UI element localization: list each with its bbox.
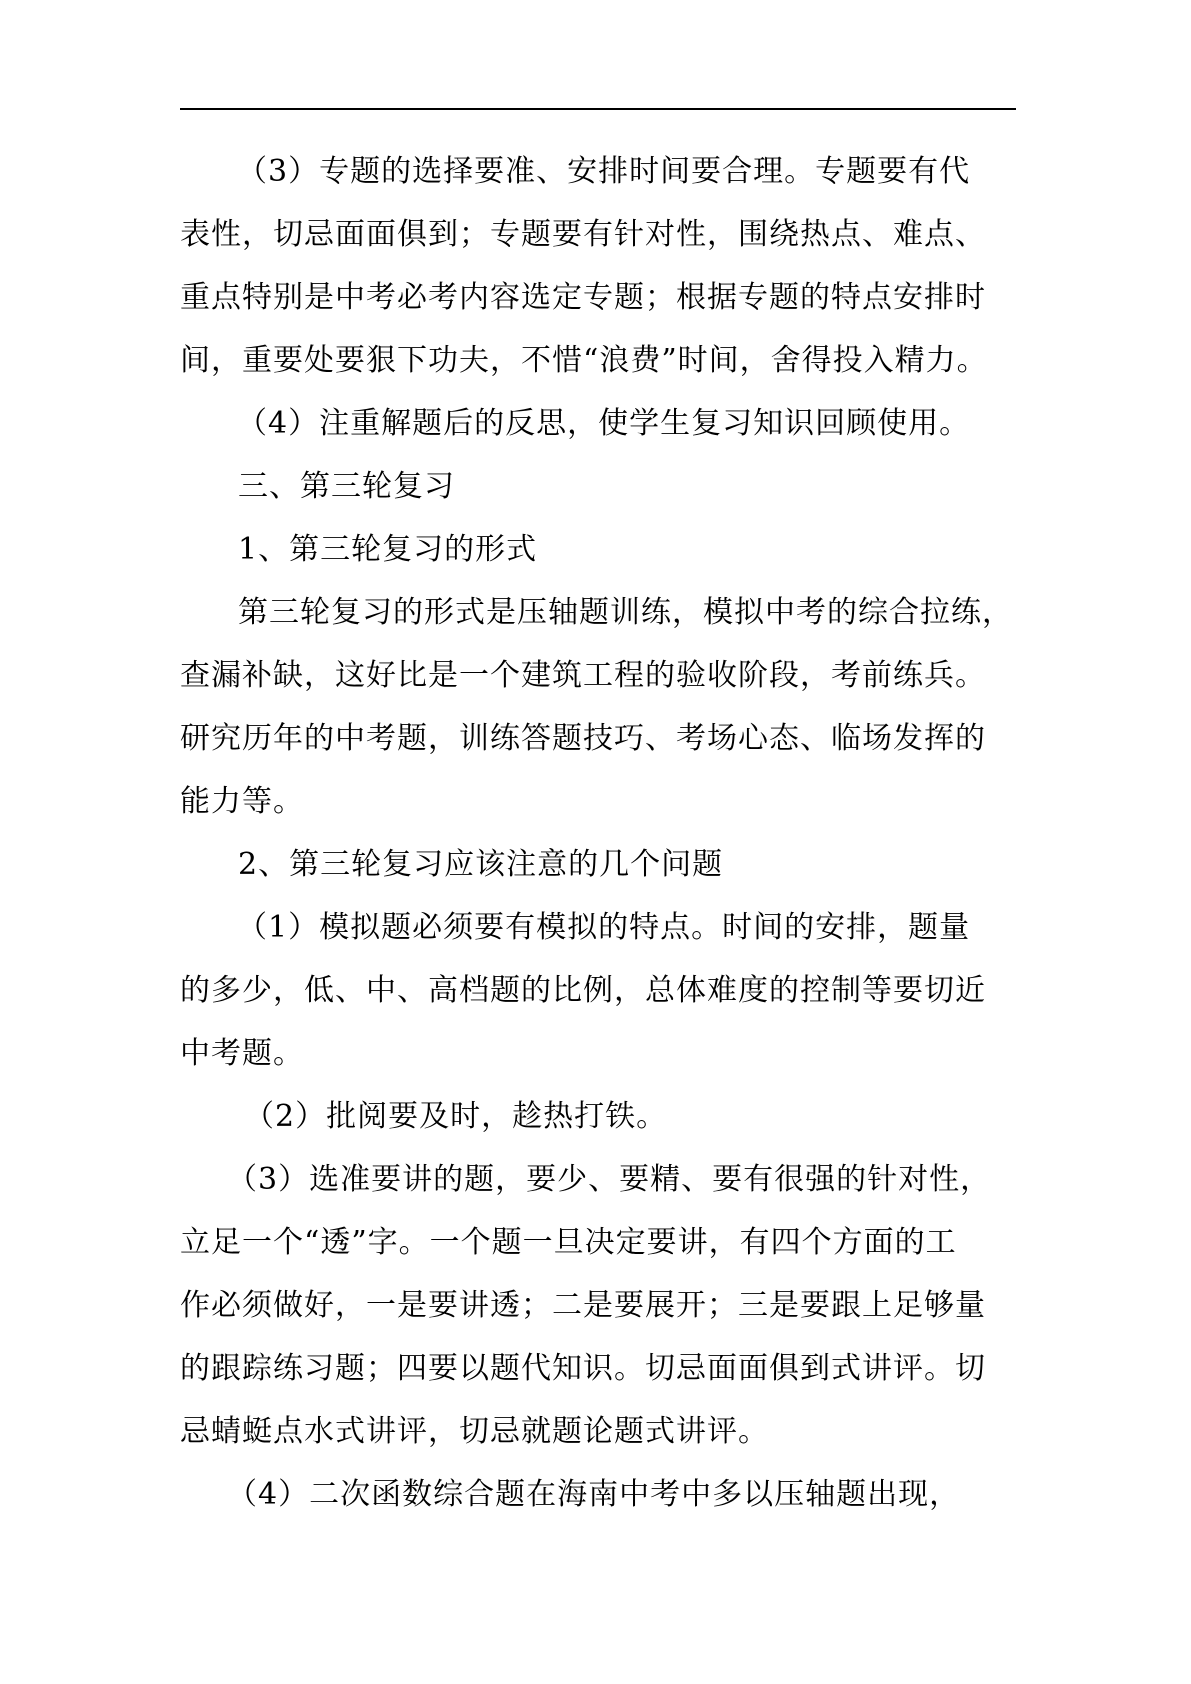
paragraph-line: （4）二次函数综合题在海南中考中多以压轴题出现， <box>227 1477 961 1512</box>
paragraph-line: 间，重要处要狠下功夫，不惜“浪费”时间，舍得投入精力。 <box>180 343 988 378</box>
header-rule <box>180 108 1016 110</box>
paragraph-line: 作必须做好，一是要讲透；二是要展开；三是要跟上足够量 <box>180 1288 986 1323</box>
paragraph-line: 的多少，低、中、高档题的比例，总体难度的控制等要切近 <box>180 973 986 1008</box>
paragraph-line: 能力等。 <box>180 784 304 819</box>
paragraph-line: 立足一个“透”字。一个题一旦决定要讲，有四个方面的工 <box>180 1225 957 1260</box>
paragraph-line: 中考题。 <box>180 1036 304 1071</box>
paragraph-line: 的跟踪练习题；四要以题代知识。切忌面面俱到式讲评。切 <box>180 1351 986 1386</box>
document-body <box>180 140 1016 1526</box>
paragraph-line: （3）选准要讲的题，要少、要精、要有很强的针对性， <box>227 1162 992 1197</box>
paragraph-line: （4）注重解题后的反思，使学生复习知识回顾使用。 <box>237 406 971 441</box>
paragraph-line: （2）批阅要及时，趁热打铁。 <box>244 1099 668 1134</box>
paragraph-line: 表性，切忌面面俱到；专题要有针对性，围绕热点、难点、 <box>180 217 986 252</box>
paragraph-line: 研究历年的中考题，训练答题技巧、考场心态、临场发挥的 <box>180 721 986 756</box>
subsection-heading: 1、第三轮复习的形式 <box>238 532 538 567</box>
paragraph-line: （3）专题的选择要准、安排时间要合理。专题要有代 <box>237 154 971 189</box>
section-heading: 三、第三轮复习 <box>238 469 455 504</box>
subsection-heading: 2、第三轮复习应该注意的几个问题 <box>238 847 724 882</box>
paragraph-line: 重点特别是中考必考内容选定专题；根据专题的特点安排时 <box>180 280 986 315</box>
paragraph-line: （1）模拟题必须要有模拟的特点。时间的安排，题量 <box>237 910 971 945</box>
paragraph-line: 第三轮复习的形式是压轴题训练，模拟中考的综合拉练， <box>238 595 1013 630</box>
paragraph-line: 查漏补缺，这好比是一个建筑工程的验收阶段，考前练兵。 <box>180 658 986 693</box>
paragraph-line: 忌蜻蜓点水式讲评，切忌就题论题式讲评。 <box>180 1414 769 1449</box>
